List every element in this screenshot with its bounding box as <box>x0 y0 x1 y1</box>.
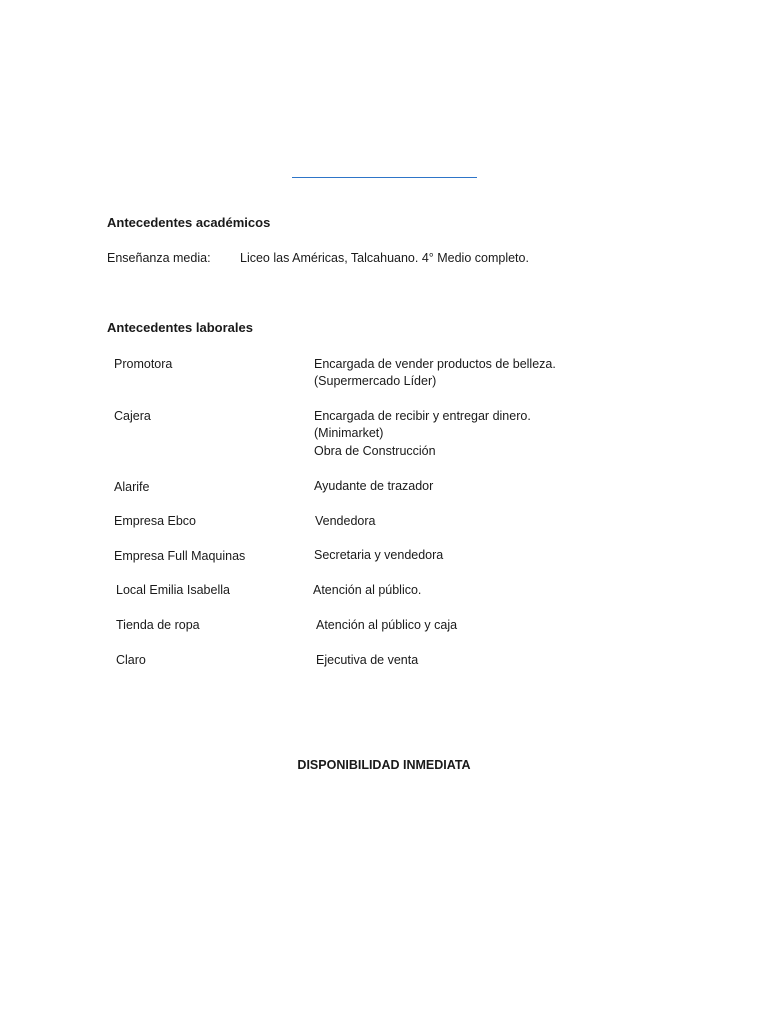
job-role: Alarife <box>114 480 150 494</box>
work-heading: Antecedentes laborales <box>107 320 253 335</box>
education-label: Enseñanza media: <box>107 251 211 265</box>
academic-heading: Antecedentes académicos <box>107 215 271 230</box>
job-description: Vendedora <box>315 514 376 528</box>
job-role: Local Emilia Isabella <box>116 583 230 597</box>
education-value: Liceo las Américas, Talcahuano. 4° Medio completo. <box>240 251 529 265</box>
job-role: Empresa Full Maquinas <box>114 549 246 563</box>
job-description: Secretaria y vendedora <box>314 548 444 562</box>
job-role: Promotora <box>114 357 173 371</box>
job-role: Empresa Ebco <box>114 514 196 528</box>
job-role: Cajera <box>114 409 151 423</box>
job-description: Ayudante de trazador <box>314 479 434 493</box>
job-description: Atención al público. <box>313 583 422 597</box>
job-role: Claro <box>116 653 146 667</box>
job-description: (Minimarket) <box>314 426 384 440</box>
job-description: Encargada de vender productos de belleza. <box>314 357 556 371</box>
job-description: Ejecutiva de venta <box>316 653 419 667</box>
availability-heading: DISPONIBILIDAD INMEDIATA <box>297 758 471 772</box>
job-description: Obra de Construcción <box>314 444 436 458</box>
job-description: (Supermercado Líder) <box>314 374 437 388</box>
job-description: Atención al público y caja <box>316 618 458 632</box>
job-role: Tienda de ropa <box>116 618 200 632</box>
header-rule <box>292 177 477 178</box>
job-description: Encargada de recibir y entregar dinero. <box>314 409 531 423</box>
